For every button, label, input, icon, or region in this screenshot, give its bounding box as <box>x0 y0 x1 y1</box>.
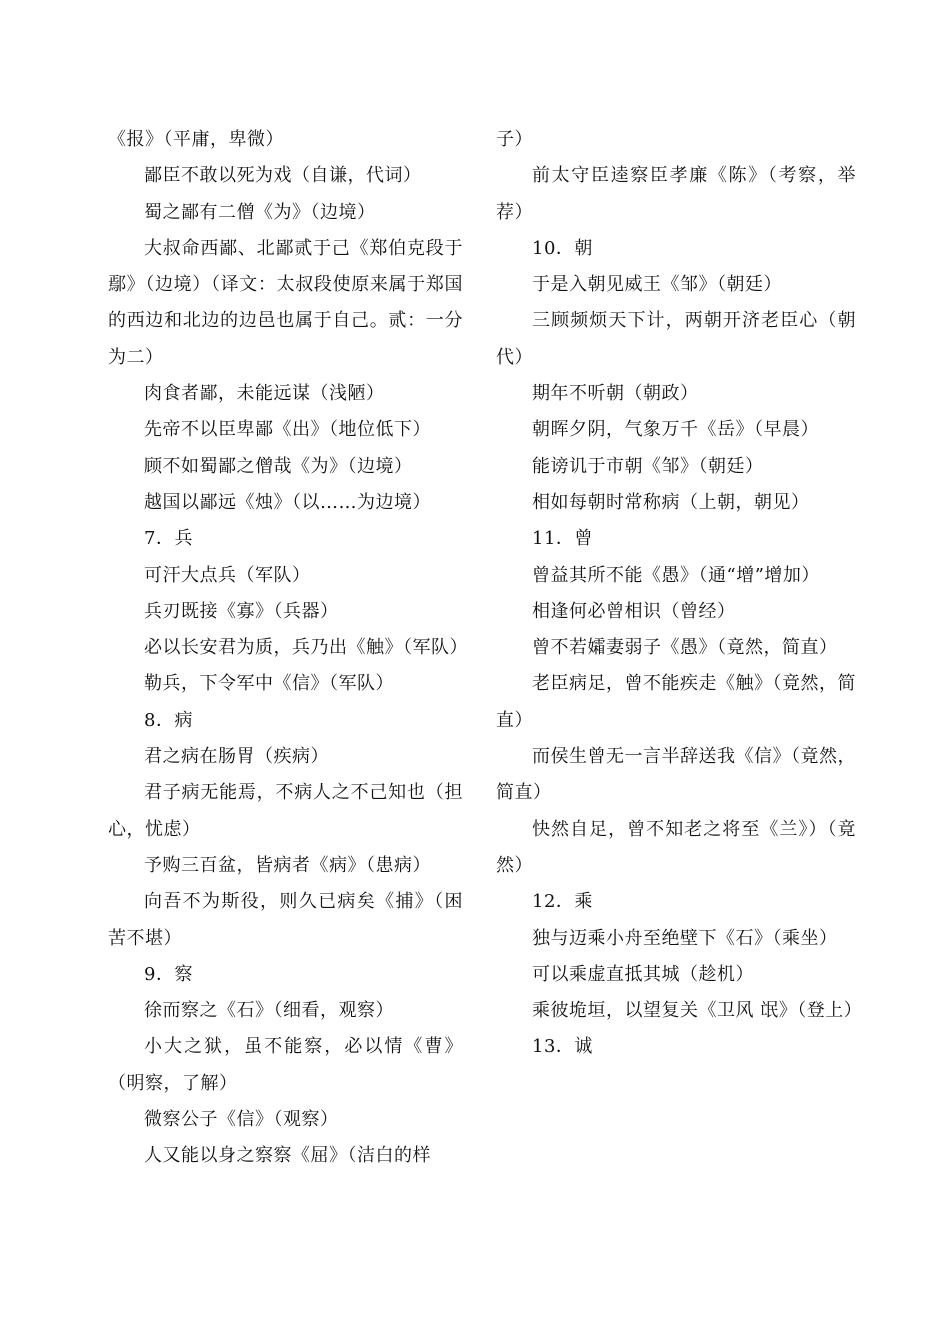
paragraph: 可汗大点兵（军队） <box>144 564 311 586</box>
paragraph: 兵刃既接《寡》（兵器） <box>144 600 339 622</box>
paragraph: 人又能以身之察察《屈》（洁白的样 <box>144 1145 431 1167</box>
section-heading: 10．朝 <box>532 237 593 259</box>
paragraph: 必以长安君为质，兵乃出《触》（军队） <box>144 637 468 659</box>
paragraph: 前太守臣逵察臣孝廉《陈》（考察，举荐） <box>496 165 856 223</box>
paragraph: 勒兵，下令军中《信》（军队） <box>144 673 394 695</box>
paragraph: 子） <box>496 129 533 150</box>
paragraph: 徐而察之《石》（细看，观察） <box>144 1000 394 1022</box>
paragraph: 君子病无能焉，不病人之不己知也（担心，忧虑） <box>108 782 463 840</box>
paragraph: 越国以鄙远《烛》（以……为边境） <box>144 491 431 513</box>
paragraph: 大叔命西鄙、北鄙贰于己《郑伯克段于鄢》（边境）（译文：太叔段使原来属于郑国的西边和北边的边邑也属于自己。贰：一分为二） <box>108 237 463 368</box>
paragraph: 曾不若孀妻弱子《愚》（竟然，简直） <box>532 637 838 659</box>
paragraph: 可以乘虚直抵其城（趁机） <box>532 963 754 985</box>
paragraph: 肉食者鄙，未能远谋（浅陋） <box>144 383 385 405</box>
paragraph: 《报》（平庸，卑微） <box>108 129 284 150</box>
paragraph: 朝晖夕阴，气象万千《岳》（早晨） <box>532 419 819 441</box>
section-heading: 13．诚 <box>532 1036 593 1058</box>
paragraph: 三顾频烦天下计，两朝开济老臣心（朝代） <box>496 310 856 368</box>
paragraph: 老臣病足，曾不能疾走《触》（竟然，简直） <box>496 673 856 731</box>
paragraph: 蜀之鄙有二僧《为》（边境） <box>144 201 376 223</box>
paragraph: 小大之狱，虽不能察，必以情《曹》（明察，了解） <box>108 1036 463 1094</box>
paragraph: 快然自足，曾不知老之将至《兰》）（竟然） <box>496 818 856 876</box>
section-heading: 12．乘 <box>532 891 593 913</box>
paragraph: 相如每朝时常称病（上朝，朝见） <box>532 491 810 513</box>
paragraph: 顾不如蜀鄙之僧哉《为》（边境） <box>144 455 413 477</box>
paragraph: 能谤讥于市朝《邹》（朝廷） <box>532 455 764 477</box>
right-column <box>496 122 863 1066</box>
paragraph: 君之病在肠胃（疾病） <box>144 746 329 768</box>
paragraph: 而侯生曾无一言半辞送我《信》（竟然，简直） <box>496 746 856 804</box>
paragraph: 于是入朝见威王《邹》（朝廷） <box>532 274 782 296</box>
paragraph: 相逢何必曾相识（曾经） <box>532 600 736 622</box>
section-heading: 8．病 <box>144 709 193 731</box>
paragraph: 微察公子《信》（观察） <box>144 1109 339 1131</box>
paragraph: 向吾不为斯役，则久已病矣《捕》（困苦不堪） <box>108 891 463 949</box>
section-heading: 7．兵 <box>144 528 193 550</box>
left-column <box>108 122 468 1175</box>
paragraph: 先帝不以臣卑鄙《出》（地位低下） <box>144 419 431 441</box>
paragraph: 曾益其所不能《愚》（通“增”增加） <box>532 564 820 586</box>
paragraph: 期年不听朝（朝政） <box>532 383 699 405</box>
paragraph: 乘彼垝垣，以望复关《卫风 氓》（登上） <box>532 1000 863 1022</box>
section-heading: 11．曾 <box>532 528 593 550</box>
section-heading: 9．察 <box>144 963 193 985</box>
paragraph: 鄙臣不敢以死为戏（自谦，代词） <box>144 165 422 187</box>
paragraph: 独与迈乘小舟至绝壁下《石》（乘坐） <box>532 927 838 949</box>
paragraph: 予购三百盆，皆病者《病》（患病） <box>144 854 431 876</box>
